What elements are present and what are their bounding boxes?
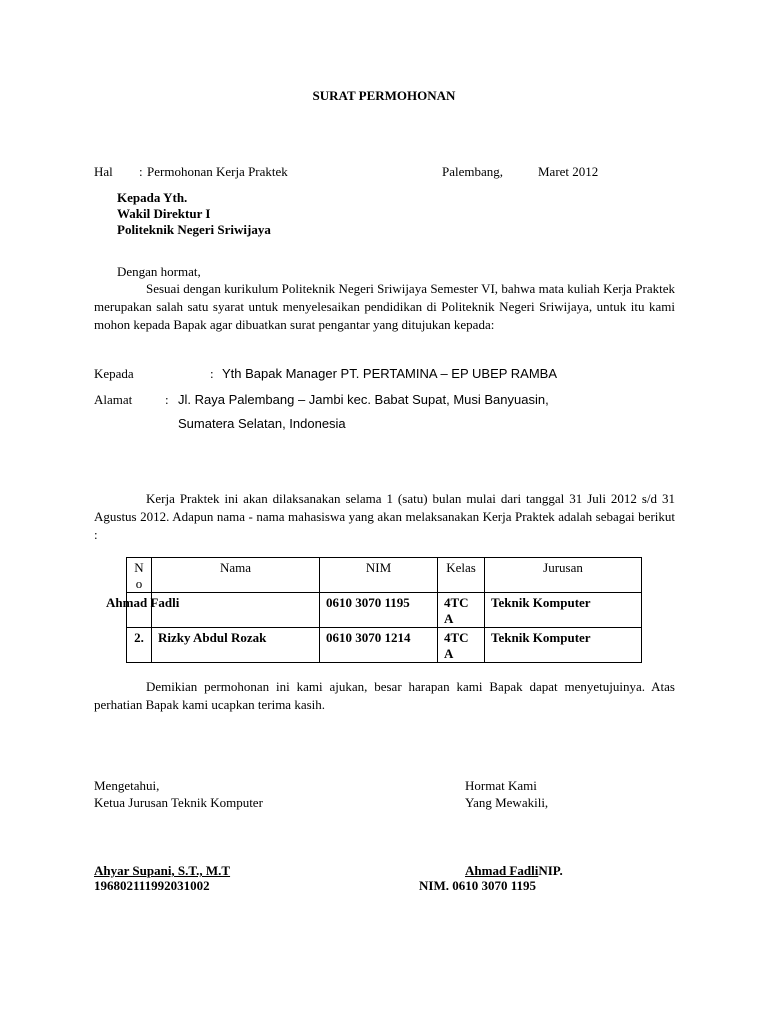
alamat-label: Alamat [94, 392, 133, 407]
sign-right-id: NIM. 0610 3070 1195 [419, 878, 536, 893]
cell-nama: Rizky Abdul Rozak [152, 628, 320, 663]
cell-kelas: 4TC A [438, 593, 485, 628]
recipient-line-2: Wakil Direktur I [117, 206, 211, 221]
recipient-line-1: Kepada Yth. [117, 190, 188, 205]
paragraph-closing: Demikian permohonan ini kami ajukan, besar harapan kami Bapak dapat menyetujuinya. Atas perhatian Bapak kami ucapkan terima kasih. [94, 679, 675, 712]
header-jurusan: Jurusan [485, 558, 642, 593]
students-table [106, 557, 642, 663]
table-row [127, 628, 642, 663]
sign-right-line-2: Yang Mewakili, [465, 795, 549, 810]
sign-left-name: Ahyar Supani, S.T., M.T [94, 863, 231, 878]
table-header-row [127, 558, 642, 593]
sign-right-name: Ahmad FadliNIP. [465, 863, 563, 878]
sign-right-line-1: Hormat Kami [465, 778, 537, 793]
cell-nim: 0610 3070 1214 [320, 628, 438, 663]
header-no: N o [127, 558, 152, 593]
kepada-separator: : [210, 366, 214, 381]
cell-jurusan: Teknik Komputer [485, 593, 642, 628]
kepada-value: Yth Bapak Manager PT. PERTAMINA – EP UBEP RAMBA [222, 366, 558, 381]
alamat-separator: : [165, 392, 169, 407]
hal-value: Permohonan Kerja Praktek [147, 164, 288, 179]
cell-nim: 0610 3070 1195 [320, 593, 438, 628]
letter-title: SURAT PERMOHONAN [312, 88, 456, 103]
alamat-line-2: Sumatera Selatan, Indonesia [178, 416, 346, 431]
kepada-label: Kepada [94, 366, 134, 381]
cell-no: 2. [127, 628, 152, 663]
greeting: Dengan hormat, [117, 264, 201, 279]
recipient-line-3: Politeknik Negeri Sriwijaya [117, 222, 271, 237]
paragraph-request: Sesuai dengan kurikulum Politeknik Negeri Sriwijaya Semester VI, bahwa mata kuliah Kerja Praktek merupakan salah satu syarat untuk menyelesaikan pendidikan di Politeknik Negeri Sriwijaya, untuk itu kami mohon kepada Bapak agar dibuatkan surat pengantar yang ditujukan kepada: [94, 281, 675, 332]
letter-date: Maret 2012 [538, 164, 599, 179]
hal-separator: : [139, 164, 143, 179]
header-nama: Nama [152, 558, 320, 593]
cell-jurusan: Teknik Komputer [485, 628, 642, 663]
cell-nama: Ahmad Fadli [152, 593, 320, 628]
sign-left-line-2: Ketua Jurusan Teknik Komputer [94, 795, 263, 810]
alamat-line-1: Jl. Raya Palembang – Jambi kec. Babat Supat, Musi Banyuasin, [178, 392, 549, 407]
sign-left-id: 196802111992031002 [94, 878, 210, 893]
sign-left-line-1: Mengetahui, [94, 778, 160, 793]
header-nim: NIM [320, 558, 438, 593]
header-kelas: Kelas [438, 558, 485, 593]
cell-kelas: 4TC A [438, 628, 485, 663]
hal-label: Hal [94, 164, 113, 179]
table-row [127, 593, 642, 628]
place-city: Palembang, [442, 164, 504, 179]
paragraph-schedule: Kerja Praktek ini akan dilaksanakan selama 1 (satu) bulan mulai dari tanggal 31 Juli 2012 s/d 31 Agustus 2012. Adapun nama - nama mahasiswa yang akan melaksanakan Kerja Praktek adalah sebagai berikut : [94, 491, 675, 542]
